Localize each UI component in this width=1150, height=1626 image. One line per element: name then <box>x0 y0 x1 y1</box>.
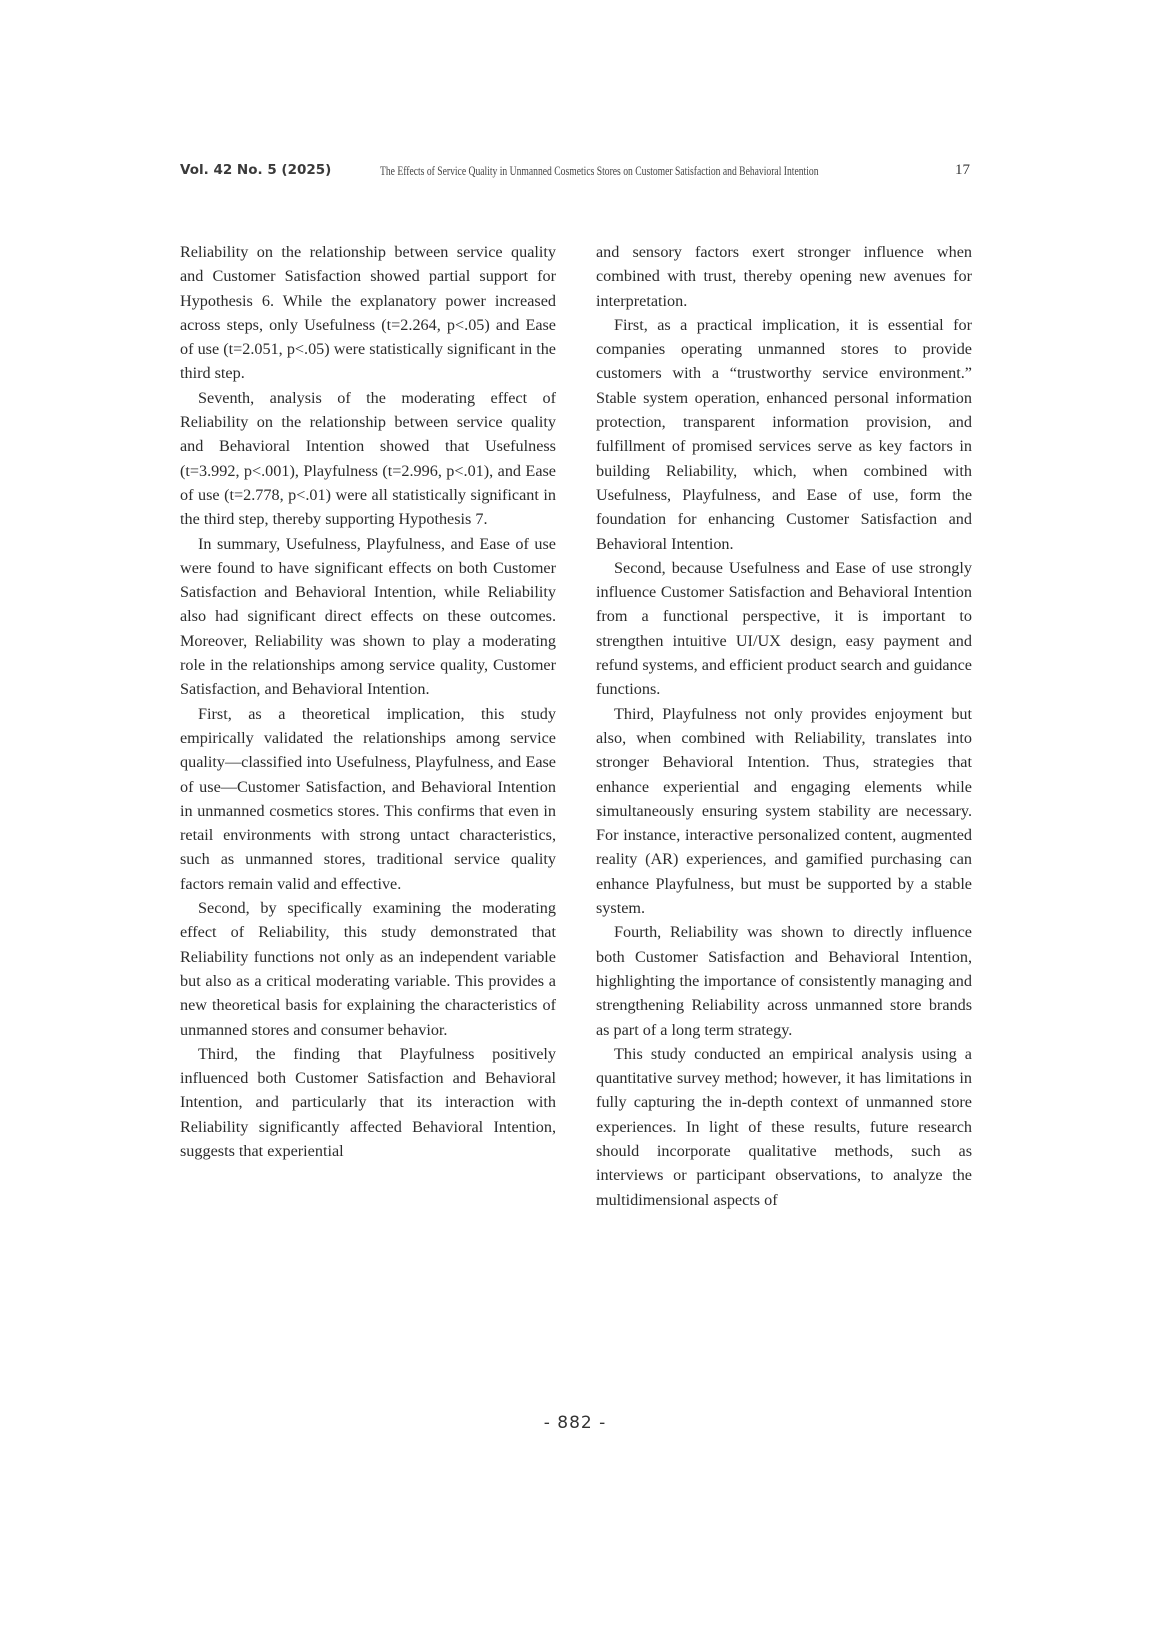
paragraph: Third, Playfulness not only provides enjoyment but also, when combined with Reliability, translates into stronger Behavioral Intention. Thus, strategies that enhance experiential and engaging elements while simultaneously ensuring system stability are necessary. For instance, interactive personalized content, augmented reality (AR) experiences, and gamified purchasing can enhance Playfulness, but must be supported by a stable system. <box>596 704 972 918</box>
paragraph: First, as a practical implication, it is essential for companies operating unmanned stores to provide customers with a “trustworthy service environment.” Stable system operation, enhanced personal information protection, transparent information provision, and fulfillment of promised services serve as key factors in building Reliability, which, when combined with Usefulness, Playfulness, and Ease of use, form the foundation for enhancing Customer Satisfaction and Behavioral Intention. <box>596 315 972 553</box>
left-column <box>180 240 556 1163</box>
paragraph: This study conducted an empirical analysis using a quantitative survey method; however, it has limitations in fully capturing the in-depth context of unmanned store experiences. In light of these results, future research should incorporate qualitative methods, such as interviews or participant observations, to analyze the multidimensional aspects of <box>596 1044 972 1209</box>
paragraph: Fourth, Reliability was shown to directly influence both Customer Satisfaction and Behavioral Intention, highlighting the importance of consistently managing and strengthening Reliability across unmanned store brands as part of a long term strategy. <box>596 923 972 1039</box>
volume-info: Vol. 42 No. 5 (2025) <box>180 162 332 178</box>
paragraph: Second, because Usefulness and Ease of use strongly influence Customer Satisfaction and Behavioral Intention from a functional perspective, it is important to strengthen intuitive UI/UX design, easy payment and refund systems, and efficient product search and guidance functions. <box>596 558 972 699</box>
paragraph: and sensory factors exert stronger influence when combined with trust, thereby opening new avenues for interpretation. <box>596 243 972 310</box>
paragraph: Third, the finding that Playfulness positively influenced both Customer Satisfaction and Behavioral Intention, and particularly that its interaction with Reliability significantly affected Behavioral Intention, suggests that experiential <box>180 1044 556 1160</box>
paragraph: First, as a theoretical implication, this study empirically validated the relationships among service quality—classified into Usefulness, Playfulness, and Ease of use—Customer Satisfaction, and Behavioral Intention in unmanned cosmetics stores. This confirms that even in retail environments with strong untact characteristics, such as unmanned stores, traditional service quality factors remain valid and effective. <box>180 704 556 893</box>
running-header <box>180 162 970 186</box>
running-title: The Effects of Service Quality in Unmanned Cosmetics Stores on Customer Satisfaction and Behavioral Intention <box>380 163 819 178</box>
paragraph: Second, by specifically examining the moderating effect of Reliability, this study demonstrated that Reliability functions not only as an independent variable but also as a critical moderating variable. This provides a new theoretical basis for explaining the characteristics of unmanned stores and consumer behavior. <box>180 899 556 1039</box>
paragraph: Seventh, analysis of the moderating effect of Reliability on the relationship between service quality and Behavioral Intention showed that Usefulness (t=3.992, p<.001), Playfulness (t=2.996, p<.01), and Ease of use (t=2.778, p<.01) were all statistically significant in the third step, thereby supporting Hypothesis 7. <box>180 388 556 529</box>
paragraph: Reliability on the relationship between service quality and Customer Satisfaction showed partial support for Hypothesis 6. While the explanatory power increased across steps, only Usefulness (t=2.264, p<.05) and Ease of use (t=2.051, p<.05) were statistically significant in the third step. <box>180 243 556 383</box>
right-column <box>596 240 972 1212</box>
journal-page-number: 17 <box>955 162 970 178</box>
page-number: - 882 - <box>543 1413 607 1433</box>
paragraph: In summary, Usefulness, Playfulness, and Ease of use were found to have significant effects on both Customer Satisfaction and Behavioral Intention, while Reliability also had significant direct effects on these outcomes. Moreover, Reliability was shown to play a moderating role in the relationships among service quality, Customer Satisfaction, and Behavioral Intention. <box>180 534 556 699</box>
